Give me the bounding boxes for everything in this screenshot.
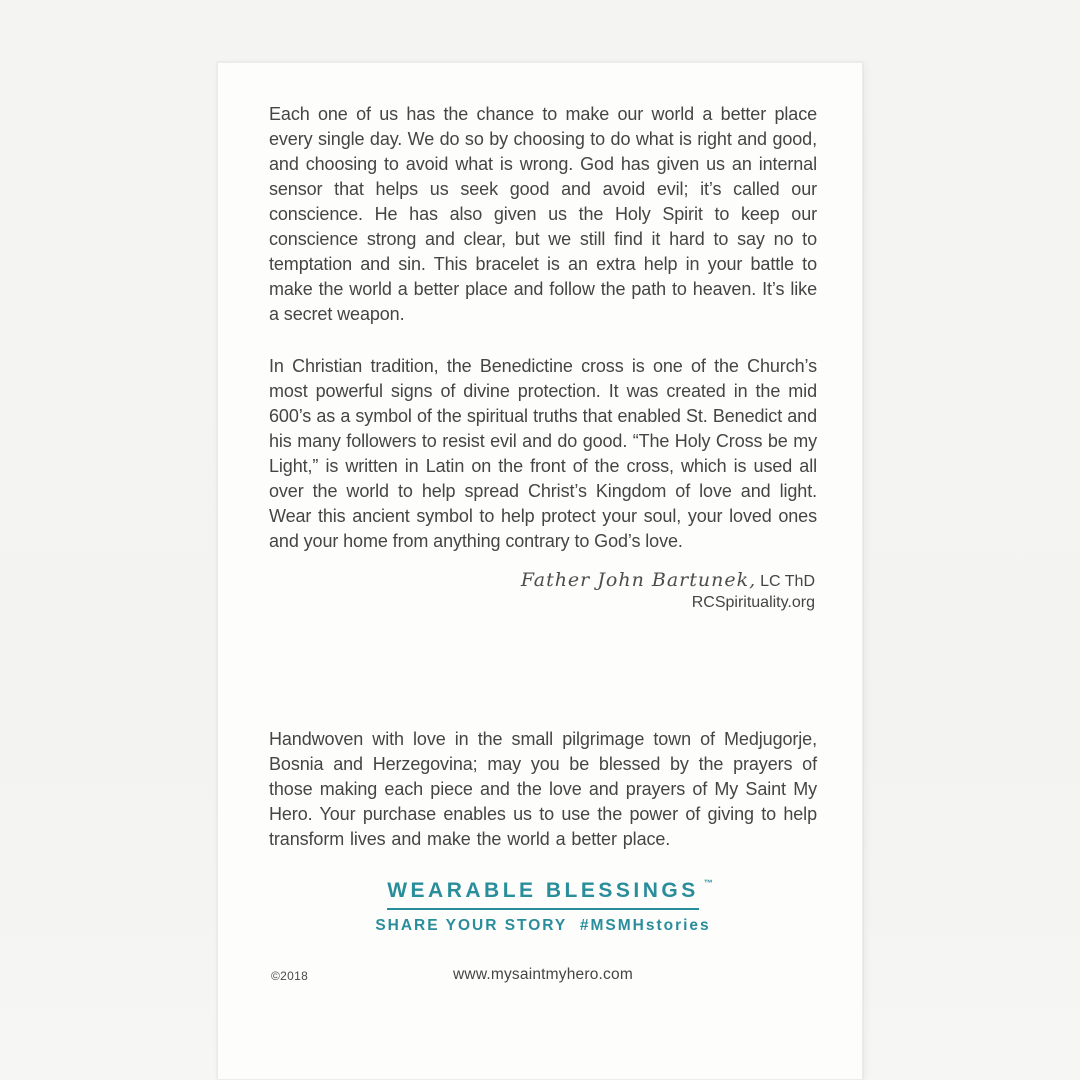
- handwoven-paragraph: Handwoven with love in the small pilgrimage town of Medjugorje, Bosnia and Herzegovina; may you be blessed by the prayers of those making each piece and the love and prayers of My Saint My Hero. Your purchase enables us to use the power of giving to help transform lives and make the world a better place.: [269, 729, 817, 849]
- signature-website: RCSpirituality.org: [691, 594, 815, 611]
- website-url: www.mysaintmyhero.com: [453, 966, 633, 983]
- copyright-text: ©2018: [271, 969, 309, 983]
- branding-block: [269, 879, 817, 935]
- product-card-back: [217, 62, 863, 1080]
- signature-name: Father John Bartunek,: [520, 569, 757, 591]
- share-your-story-tagline: SHARE YOUR STORY #MSMHstories: [375, 917, 711, 934]
- trademark-symbol: ™: [703, 878, 713, 888]
- signature-credentials: LC ThD: [760, 573, 815, 590]
- wordmark-row: [387, 878, 713, 910]
- signature-block: [269, 569, 817, 614]
- signature-line: [269, 569, 815, 591]
- card-footer: [269, 966, 817, 986]
- intro-paragraph: Each one of us has the chance to make our world a better place every single day. We do so by choosing to do what is right and good, and choosing to avoid what is wrong. God has given us an internal sensor that helps us seek good and avoid evil; it’s called our conscience. He has also given us the Holy Spirit to keep our conscience strong and clear, but we still find it hard to say no to temptation and sin. This bracelet is an extra help in your battle to make the world a better place and follow the path to heaven. It’s like a secret weapon.: [269, 104, 817, 324]
- wearable-blessings-wordmark: WEARABLE BLESSINGS: [387, 879, 699, 910]
- benedictine-cross-paragraph: In Christian tradition, the Benedictine cross is one of the Church’s most powerful signs of divine protection. It was created in the mid 600’s as a symbol of the spiritual truths that enabled St. Benedict and his many followers to resist evil and do good. “The Holy Cross be my Light,” is written in Latin on the front of the cross, which is used all over the world to help spread Christ’s Kingdom of love and light. Wear this ancient symbol to help protect your soul, your loved ones and your home from anything contrary to God’s love.: [269, 356, 817, 551]
